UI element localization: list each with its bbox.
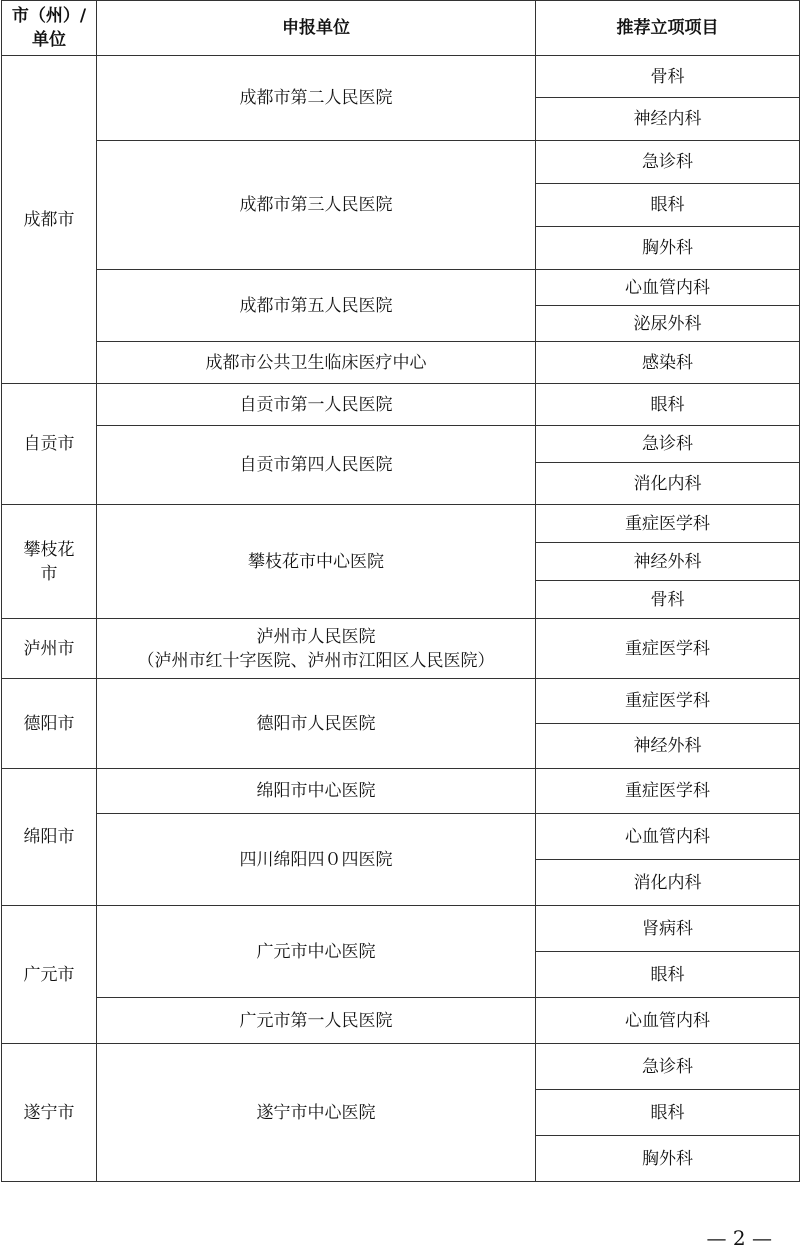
unit-name: 自贡市第四人民医院 — [239, 455, 393, 475]
project-cell: 重症医学科 — [536, 679, 800, 724]
project-cell: 胸外科 — [536, 227, 800, 270]
unit-name: 绵阳市中心医院 — [256, 781, 376, 801]
header-row — [2, 1, 800, 56]
city-cell: 泸州市 — [2, 619, 97, 679]
project-cell: 重症医学科 — [536, 619, 800, 679]
unit-name: 成都市第二人民医院 — [239, 88, 393, 108]
city-cell: 绵阳市 — [2, 769, 97, 906]
city-cell: 自贡市 — [2, 384, 97, 505]
unit-name: 成都市第五人民医院 — [239, 295, 393, 316]
unit-cell — [97, 270, 536, 342]
unit-name: 广元市第一人民医院 — [239, 1010, 393, 1031]
project-cell: 神经外科 — [536, 543, 800, 581]
unit-cell — [97, 342, 536, 384]
project-cell: 泌尿外科 — [536, 306, 800, 342]
unit-name: 成都市第三人民医院 — [239, 195, 393, 215]
project-cell: 心血管内科 — [536, 814, 800, 860]
table-row — [2, 342, 800, 384]
table-row — [2, 619, 800, 679]
unit-cell — [97, 505, 536, 619]
unit-name: 自贡市第一人民医院 — [239, 394, 393, 415]
table-body — [2, 56, 800, 1182]
project-cell: 急诊科 — [536, 141, 800, 184]
project-cell: 消化内科 — [536, 860, 800, 906]
project-cell: 神经内科 — [536, 98, 800, 141]
unit-name: 广元市中心医院 — [256, 941, 376, 962]
unit-name: 成都市公共卫生临床医疗中心 — [205, 352, 427, 373]
table-row — [2, 426, 800, 463]
city-cell: 德阳市 — [2, 679, 97, 769]
project-cell: 感染科 — [536, 342, 800, 384]
table-row — [2, 270, 800, 306]
project-cell: 眼科 — [536, 952, 800, 998]
project-cell: 心血管内科 — [536, 270, 800, 306]
unit-name: 德阳市人民医院 — [256, 713, 376, 734]
table-row — [2, 384, 800, 426]
unit-cell — [97, 426, 536, 505]
unit-subname: （泸州市红十字医院、泸州市江阳区人民医院） — [137, 650, 495, 671]
project-cell: 骨科 — [536, 581, 800, 619]
unit-name: 攀枝花市中心医院 — [248, 551, 384, 572]
unit-cell — [97, 384, 536, 426]
project-cell: 重症医学科 — [536, 769, 800, 814]
project-cell: 神经外科 — [536, 724, 800, 769]
unit-cell — [97, 619, 536, 679]
unit-name: 四川绵阳四０四医院 — [239, 849, 393, 870]
project-cell: 眼科 — [536, 384, 800, 426]
page-number: — 2 — — [706, 1226, 772, 1250]
project-cell: 眼科 — [536, 184, 800, 227]
table-row — [2, 998, 800, 1044]
unit-name: 遂宁市中心医院 — [256, 1102, 376, 1123]
table-row — [2, 679, 800, 724]
project-cell: 急诊科 — [536, 1044, 800, 1090]
table-row — [2, 505, 800, 543]
unit-cell — [97, 814, 536, 906]
project-cell: 眼科 — [536, 1090, 800, 1136]
unit-cell — [97, 56, 536, 141]
project-cell: 急诊科 — [536, 426, 800, 463]
table-row — [2, 906, 800, 952]
unit-name: 泸州市人民医院 — [256, 626, 376, 647]
project-table — [1, 0, 800, 1182]
project-cell: 消化内科 — [536, 463, 800, 505]
unit-cell — [97, 679, 536, 769]
header-project: 推荐立项项目 — [536, 1, 800, 56]
project-cell: 重症医学科 — [536, 505, 800, 543]
unit-cell — [97, 769, 536, 814]
project-cell: 肾病科 — [536, 906, 800, 952]
city-cell: 遂宁市 — [2, 1044, 97, 1182]
project-cell: 心血管内科 — [536, 998, 800, 1044]
unit-cell — [97, 998, 536, 1044]
city-cell: 攀枝花市 — [2, 505, 97, 619]
table-row — [2, 1044, 800, 1090]
unit-cell — [97, 1044, 536, 1182]
table-row — [2, 141, 800, 184]
table-row — [2, 769, 800, 814]
city-cell: 成都市 — [2, 56, 97, 384]
table-row — [2, 814, 800, 860]
unit-cell — [97, 141, 536, 270]
header-unit: 申报单位 — [97, 1, 536, 56]
header-city: 市（州）/单位 — [2, 1, 97, 56]
table-row — [2, 56, 800, 98]
project-cell: 胸外科 — [536, 1136, 800, 1182]
project-cell: 骨科 — [536, 56, 800, 98]
city-cell: 广元市 — [2, 906, 97, 1044]
unit-cell — [97, 906, 536, 998]
